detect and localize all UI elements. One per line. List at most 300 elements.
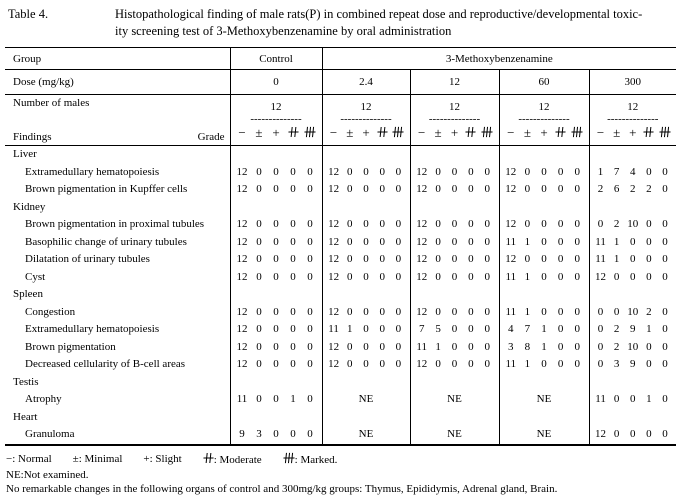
count-value: 2 xyxy=(613,340,620,353)
count-value: 1 xyxy=(524,270,531,283)
count-value: 0 xyxy=(557,253,564,265)
count-value: 0 xyxy=(363,218,369,230)
count-value: 0 xyxy=(307,305,313,318)
count-value: 0 xyxy=(646,358,652,370)
moderate-grade-icon xyxy=(288,123,299,143)
count-grid xyxy=(231,426,322,444)
dashed-separator: -------------- xyxy=(250,112,302,125)
count-value: 12 xyxy=(328,253,340,265)
empty-cell xyxy=(230,146,322,164)
grade-count-cell xyxy=(410,426,499,445)
finding-label: Brown pigmentation in proximal tubules xyxy=(25,218,205,230)
count-value: 0 xyxy=(574,270,580,283)
finding-row xyxy=(5,339,676,357)
count-value: 0 xyxy=(613,393,620,405)
count-value: 0 xyxy=(395,340,402,353)
treatment-group-header: 3-Methoxybenzenamine xyxy=(322,48,676,70)
count-value: 0 xyxy=(395,323,402,335)
count-grid xyxy=(411,269,499,287)
count-value: 11 xyxy=(328,323,339,335)
count-value: 0 xyxy=(574,340,580,353)
legend-item xyxy=(73,452,123,467)
organ-label: Spleen xyxy=(13,288,43,300)
count-value: 0 xyxy=(273,270,279,283)
count-value: 0 xyxy=(290,235,296,248)
count-value: 0 xyxy=(307,358,313,370)
count-value: 0 xyxy=(597,218,604,230)
count-value: 0 xyxy=(662,183,668,195)
dose-value: 300 xyxy=(589,70,676,95)
count-value: 11 xyxy=(416,340,427,353)
group-header-cell xyxy=(230,95,322,146)
count-grid xyxy=(411,339,499,357)
count-value: 12 xyxy=(595,428,607,440)
normal-grade-icon: − xyxy=(6,452,13,465)
count-value: 12 xyxy=(328,340,340,353)
count-grid xyxy=(590,426,677,444)
findings-grade-row xyxy=(13,131,225,143)
count-value: 11 xyxy=(505,270,517,283)
count-grid xyxy=(323,304,410,322)
count-value: 0 xyxy=(435,305,441,318)
count-value: 12 xyxy=(505,165,517,178)
count-value: 0 xyxy=(541,235,547,248)
count-value: 0 xyxy=(290,253,296,265)
empty-cell xyxy=(230,374,322,392)
count-value: 0 xyxy=(557,358,564,370)
empty-cell xyxy=(322,409,410,427)
count-value: 0 xyxy=(256,235,262,248)
count-value: 12 xyxy=(505,183,517,195)
count-value: 12 xyxy=(236,218,248,230)
count-value: 12 xyxy=(328,270,340,283)
grade-count-cell xyxy=(322,356,410,374)
count-value: 0 xyxy=(435,253,441,265)
grade-count-cell xyxy=(322,251,410,269)
count-value: 0 xyxy=(307,165,313,178)
empty-cell xyxy=(499,374,589,392)
count-value: 0 xyxy=(451,165,458,178)
count-value: 0 xyxy=(363,165,369,178)
count-value: 0 xyxy=(379,270,385,283)
count-grid xyxy=(411,251,499,269)
males-count: 12 xyxy=(360,100,372,113)
count-value: 0 xyxy=(273,235,279,248)
count-value: 0 xyxy=(468,235,474,248)
count-value: 1 xyxy=(347,323,353,335)
normal-grade-icon: − xyxy=(596,124,605,140)
grade-count-cell xyxy=(499,216,589,234)
count-value: 1 xyxy=(613,235,620,248)
grade-count-cell xyxy=(410,164,499,182)
legend-text: : Minimal xyxy=(78,452,123,465)
legend-item xyxy=(283,452,338,467)
grade-count-cell xyxy=(589,304,676,322)
count-value: 0 xyxy=(613,305,620,318)
count-value: 0 xyxy=(435,183,441,195)
count-value: 0 xyxy=(395,270,402,283)
marked-grade-icon xyxy=(283,454,295,466)
count-value: 0 xyxy=(662,235,668,248)
count-value: 0 xyxy=(630,235,636,248)
count-value: 0 xyxy=(541,253,547,265)
count-value: 1 xyxy=(541,340,547,353)
normal-grade-icon: − xyxy=(238,124,246,140)
count-value: 4 xyxy=(630,165,636,178)
count-value: 12 xyxy=(505,218,517,230)
count-grid xyxy=(411,164,499,182)
count-value: 0 xyxy=(435,165,441,178)
males-findings-label-cell xyxy=(5,95,230,146)
count-grid xyxy=(411,321,499,339)
grade-count-cell xyxy=(410,251,499,269)
grade-count-cell xyxy=(589,321,676,339)
count-value: 0 xyxy=(256,253,262,265)
count-value: 0 xyxy=(379,358,385,370)
count-value: 0 xyxy=(451,323,458,335)
grade-count-cell xyxy=(410,356,499,374)
grade-count-cell xyxy=(499,321,589,339)
grade-count-cell xyxy=(322,426,410,445)
count-value: 0 xyxy=(347,165,353,178)
count-grid xyxy=(500,216,589,234)
count-value: 0 xyxy=(541,165,547,178)
count-value: 0 xyxy=(646,428,652,440)
grade-count-cell xyxy=(230,356,322,374)
findings-table xyxy=(5,47,676,446)
count-value: 12 xyxy=(416,235,428,248)
count-value: 0 xyxy=(574,235,580,248)
minimal-grade-icon: ± xyxy=(434,124,442,140)
count-value: 0 xyxy=(273,183,279,195)
count-value: 12 xyxy=(328,183,340,195)
number-of-males-label: Number of males xyxy=(13,97,90,109)
count-value: 0 xyxy=(574,253,580,265)
count-grid xyxy=(411,234,499,252)
moderate-grade-icon xyxy=(643,123,654,143)
count-value: 0 xyxy=(307,235,313,248)
grade-count-cell xyxy=(230,216,322,234)
count-value: 2 xyxy=(646,305,652,318)
count-value: 12 xyxy=(236,183,248,195)
count-value: 11 xyxy=(595,235,606,248)
count-value: 0 xyxy=(524,165,531,178)
count-value: 0 xyxy=(662,305,668,318)
finding-label: Decreased cellularity of B-cell areas xyxy=(25,358,186,370)
grade-count-cell xyxy=(230,426,322,445)
legend-text: : Normal xyxy=(12,452,52,465)
dose-value: 60 xyxy=(499,70,589,95)
count-grid xyxy=(411,356,499,374)
normal-grade-icon: − xyxy=(418,124,426,140)
count-value: 12 xyxy=(328,165,340,178)
count-value: 0 xyxy=(273,428,279,440)
table-caption xyxy=(0,0,680,39)
count-value: 1 xyxy=(613,253,620,265)
males-count: 12 xyxy=(449,100,460,113)
grade-symbols xyxy=(500,123,589,144)
count-value: 0 xyxy=(451,358,458,370)
organ-label: Liver xyxy=(13,148,37,160)
ne-footnote: NE:Not examined. xyxy=(6,468,89,481)
count-value: 1 xyxy=(541,323,547,335)
count-value: 0 xyxy=(307,183,313,195)
count-grid xyxy=(500,321,589,339)
count-value: 0 xyxy=(541,270,547,283)
organ-row xyxy=(5,199,676,217)
dose-row-label: Dose (mg/kg) xyxy=(5,70,230,95)
count-value: 8 xyxy=(524,340,531,353)
grade-count-cell xyxy=(499,356,589,374)
count-value: 0 xyxy=(347,218,353,230)
group-header-row xyxy=(5,48,676,70)
legend-text: : Moderate xyxy=(213,453,262,466)
organ-label: Kidney xyxy=(13,200,46,213)
count-value: 12 xyxy=(236,165,248,178)
count-value: 0 xyxy=(307,340,313,353)
grade-count-cell xyxy=(322,164,410,182)
count-value: 0 xyxy=(363,305,369,318)
count-value: 12 xyxy=(505,253,517,265)
count-value: 0 xyxy=(290,323,296,335)
count-value: 12 xyxy=(416,270,428,283)
legend-item xyxy=(6,452,52,467)
finding-label: Granuloma xyxy=(25,428,75,440)
finding-row xyxy=(5,304,676,322)
count-value: 0 xyxy=(379,165,385,178)
grade-count-cell xyxy=(589,251,676,269)
count-value: 0 xyxy=(379,340,385,353)
count-grid xyxy=(231,321,322,339)
table-number: Table 4. xyxy=(8,7,49,21)
grade-count-cell xyxy=(410,181,499,199)
not-examined: NE xyxy=(447,428,462,440)
empty-cell xyxy=(499,409,589,427)
count-value: 0 xyxy=(256,358,262,370)
dashed-separator: -------------- xyxy=(428,112,481,125)
grade-count-cell xyxy=(589,181,676,199)
count-value: 0 xyxy=(574,323,580,335)
count-value: 0 xyxy=(379,235,385,248)
count-value: 0 xyxy=(256,340,262,353)
count-value: 0 xyxy=(379,323,385,335)
count-grid xyxy=(323,234,410,252)
grade-count-cell xyxy=(230,269,322,287)
grade-count-cell xyxy=(499,426,589,445)
count-value: 3 xyxy=(256,428,262,440)
grade-count-cell xyxy=(230,391,322,409)
count-value: 0 xyxy=(557,340,564,353)
grade-count-cell xyxy=(230,181,322,199)
minimal-grade-icon: ± xyxy=(346,124,354,140)
count-value: 7 xyxy=(613,165,620,178)
count-value: 0 xyxy=(613,270,620,283)
count-grid xyxy=(323,181,410,199)
count-value: 0 xyxy=(468,183,474,195)
count-grid xyxy=(323,321,410,339)
count-value: 0 xyxy=(435,218,441,230)
count-value: 0 xyxy=(597,323,604,335)
count-value: 0 xyxy=(307,393,313,405)
count-value: 0 xyxy=(256,270,262,283)
finding-label: Cyst xyxy=(25,270,46,283)
dashed-separator: -------------- xyxy=(518,112,570,125)
count-value: 0 xyxy=(347,183,353,195)
count-value: 0 xyxy=(290,183,296,195)
slight-grade-icon: + xyxy=(362,124,370,140)
count-value: 11 xyxy=(505,358,517,370)
control-group-header: Control xyxy=(230,48,322,70)
count-grid xyxy=(231,304,322,322)
count-value: 0 xyxy=(574,358,580,370)
males-count: 12 xyxy=(627,100,639,113)
males-count: 12 xyxy=(538,100,550,113)
count-value: 12 xyxy=(328,218,340,230)
count-value: 0 xyxy=(524,218,531,230)
count-grid xyxy=(411,181,499,199)
count-value: 11 xyxy=(236,393,248,405)
count-value: 0 xyxy=(468,165,474,178)
count-value: 0 xyxy=(541,358,547,370)
grade-count-cell xyxy=(589,339,676,357)
table-body xyxy=(5,48,676,445)
count-value: 0 xyxy=(662,393,668,405)
count-value: 0 xyxy=(273,253,279,265)
grade-count-cell xyxy=(322,339,410,357)
remark-footnote: No remarkable changes in the following organs of control and 300mg/kg groups: Thymus, Epididymis, Adrenal gland, Brain. xyxy=(6,483,558,495)
count-value: 0 xyxy=(290,358,296,370)
count-value: 0 xyxy=(451,340,458,353)
count-value: 0 xyxy=(484,305,491,318)
dose-value: 0 xyxy=(230,70,322,95)
count-value: 0 xyxy=(630,270,636,283)
count-grid xyxy=(590,216,677,234)
minimal-grade-icon: ± xyxy=(523,124,531,140)
dose-row xyxy=(5,70,676,95)
count-value: 0 xyxy=(290,270,296,283)
count-value: 0 xyxy=(273,358,279,370)
count-value: 0 xyxy=(363,340,369,353)
count-value: 0 xyxy=(347,253,353,265)
grade-count-cell xyxy=(230,321,322,339)
count-value: 1 xyxy=(524,358,531,370)
count-value: 0 xyxy=(613,428,620,440)
count-value: 0 xyxy=(307,253,313,265)
grade-count-cell xyxy=(322,216,410,234)
count-value: 0 xyxy=(363,323,369,335)
count-value: 0 xyxy=(273,323,279,335)
count-value: 0 xyxy=(435,235,441,248)
count-value: 0 xyxy=(363,358,369,370)
grade-count-cell xyxy=(499,339,589,357)
count-grid xyxy=(500,251,589,269)
count-grid xyxy=(500,269,589,287)
count-value: 12 xyxy=(328,305,340,318)
group-row-label: Group xyxy=(5,48,230,70)
grade-count-cell xyxy=(322,304,410,322)
count-value: 0 xyxy=(290,340,296,353)
count-value: 9 xyxy=(630,323,636,335)
count-grid xyxy=(231,216,322,234)
count-value: 0 xyxy=(468,218,474,230)
count-value: 0 xyxy=(646,253,652,265)
count-value: 1 xyxy=(524,305,531,318)
count-value: 0 xyxy=(256,393,262,405)
grade-count-cell xyxy=(322,234,410,252)
count-value: 0 xyxy=(484,235,491,248)
count-value: 0 xyxy=(630,393,636,405)
count-value: 12 xyxy=(236,305,248,318)
finding-label: Extramedullary hematopoiesis xyxy=(25,165,160,178)
count-value: 0 xyxy=(256,323,262,335)
finding-row xyxy=(5,391,676,409)
count-value: 0 xyxy=(662,270,668,283)
empty-cell xyxy=(230,199,322,217)
count-grid xyxy=(590,356,677,374)
empty-cell xyxy=(322,199,410,217)
grade-count-cell xyxy=(230,339,322,357)
count-value: 2 xyxy=(613,218,620,230)
grade-count-cell xyxy=(589,216,676,234)
count-value: 12 xyxy=(236,358,248,370)
count-value: 12 xyxy=(595,270,607,283)
count-value: 0 xyxy=(395,358,402,370)
empty-cell xyxy=(322,374,410,392)
count-value: 0 xyxy=(451,183,458,195)
count-value: 0 xyxy=(347,305,353,318)
count-value: 2 xyxy=(630,183,636,195)
count-value: 0 xyxy=(557,218,564,230)
count-value: 4 xyxy=(508,323,514,335)
empty-cell xyxy=(499,146,589,164)
count-grid xyxy=(500,356,589,374)
count-value: 0 xyxy=(256,165,262,178)
count-grid xyxy=(590,304,677,322)
count-grid xyxy=(231,356,322,374)
count-grid xyxy=(323,251,410,269)
grade-count-cell xyxy=(499,391,589,409)
count-value: 12 xyxy=(416,218,428,230)
grade-count-cell xyxy=(499,304,589,322)
count-value: 0 xyxy=(395,235,402,248)
count-value: 0 xyxy=(484,165,491,178)
count-value: 0 xyxy=(379,305,385,318)
count-grid xyxy=(323,269,410,287)
organ-row xyxy=(5,286,676,304)
grade-count-cell xyxy=(589,356,676,374)
not-examined: NE xyxy=(358,428,374,440)
grade-count-cell xyxy=(322,391,410,409)
count-value: 9 xyxy=(239,428,245,440)
count-value: 0 xyxy=(557,165,564,178)
count-value: 0 xyxy=(290,165,296,178)
empty-cell xyxy=(589,146,676,164)
empty-cell xyxy=(499,199,589,217)
finding-label: Atrophy xyxy=(25,393,62,405)
dose-value: 12 xyxy=(410,70,499,95)
count-value: 12 xyxy=(236,253,248,265)
minimal-grade-icon: ± xyxy=(72,452,79,465)
count-value: 0 xyxy=(273,393,279,405)
empty-cell xyxy=(410,286,499,304)
count-value: 0 xyxy=(557,183,564,195)
count-value: 0 xyxy=(646,340,652,353)
count-value: 0 xyxy=(484,183,491,195)
group-header-cell xyxy=(589,95,676,146)
legend-text: : Slight xyxy=(149,452,182,465)
count-value: 0 xyxy=(379,183,385,195)
count-value: 0 xyxy=(395,218,402,230)
